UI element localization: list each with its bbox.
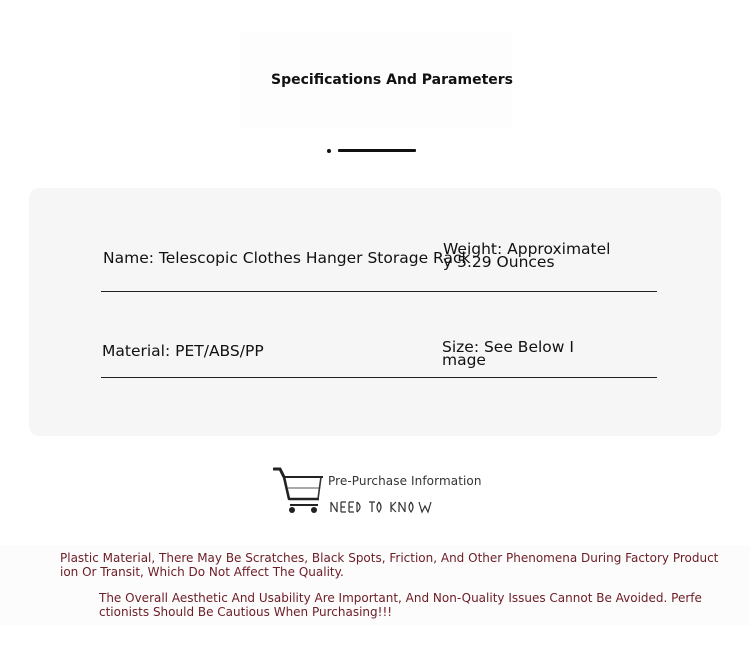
spec-name: Name: Telescopic Clothes Hanger Storage Rack <box>103 249 471 267</box>
spec-divider-2 <box>101 377 657 378</box>
title-divider-bar <box>338 149 416 152</box>
spec-divider-1 <box>101 291 657 292</box>
title-banner <box>240 33 512 128</box>
page-title: Specifications And Parameters <box>271 71 513 88</box>
pre-purchase-header <box>273 466 482 518</box>
pre-purchase-caption: Pre-Purchase Information <box>328 474 482 488</box>
notice-line-1: Plastic Material, There May Be Scratches, Black Spots, Friction, And Other Phenomena During Factory Product ion Or Transit, Which Do Not Affect The Quality. <box>60 551 719 579</box>
spec-material: Material: PET/ABS/PP <box>102 342 264 360</box>
title-divider-dot <box>327 149 331 153</box>
notice-line-2: The Overall Aesthetic And Usability Are Important, And Non-Quality Issues Cannot Be Avoided. Perfe ctionists Should Be Cautious When Purchasing!!! <box>99 591 702 619</box>
spec-panel <box>29 188 721 436</box>
spec-weight: Weight: Approximatel y 5.29 Ounces <box>443 240 611 272</box>
spec-size: Size: See Below I mage <box>442 338 574 370</box>
